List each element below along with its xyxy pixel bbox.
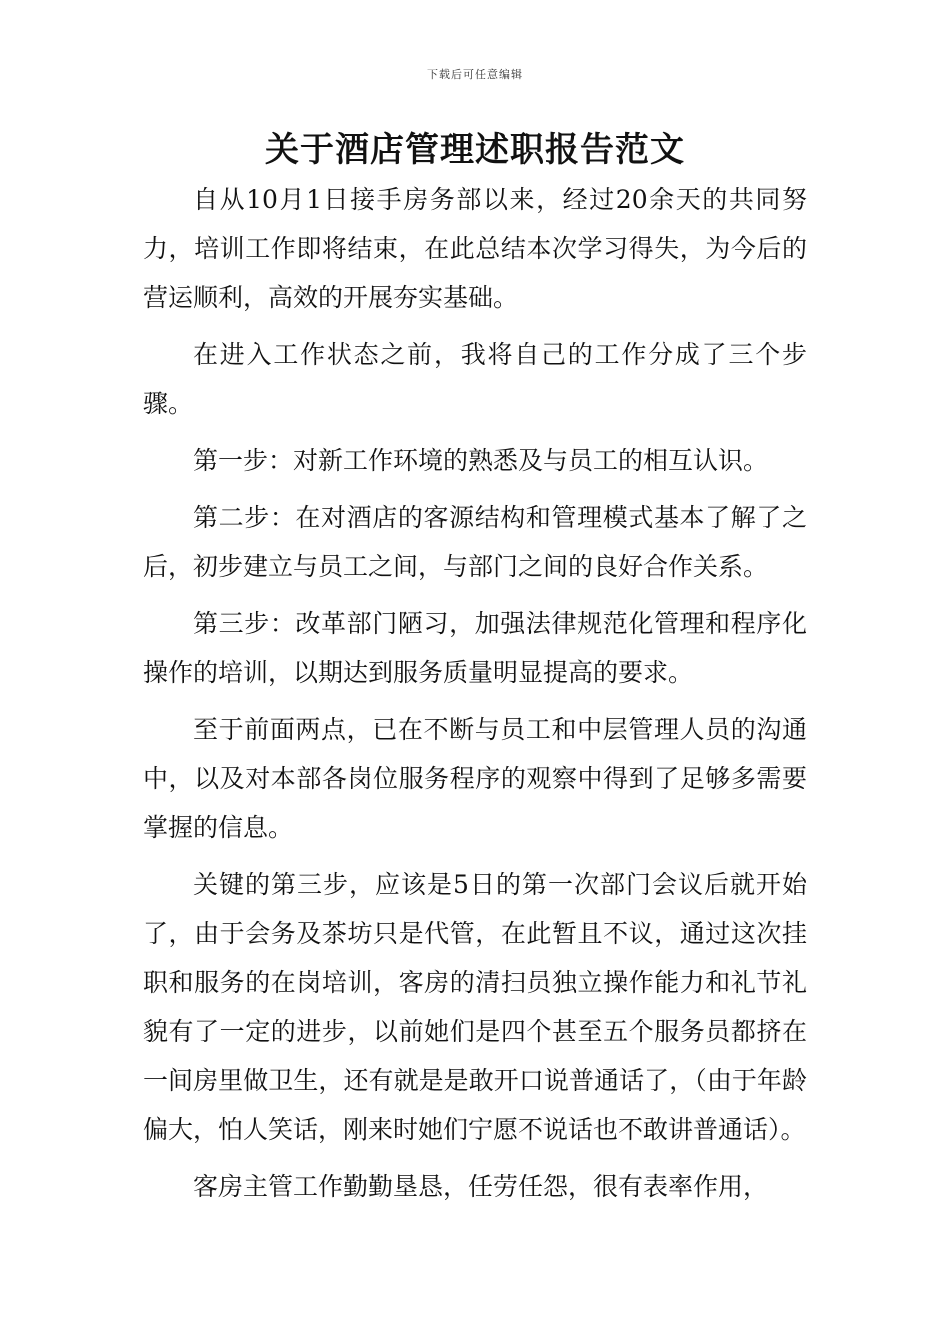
paragraph: 在进入工作状态之前，我将自己的工作分成了三个步骤。 xyxy=(143,340,807,418)
paragraph: 客房主管工作勤勤垦恳，任劳任怨，很有表率作用， xyxy=(193,1172,769,1201)
paragraph: 第一步：对新工作环境的熟悉及与员工的相互认识。 xyxy=(193,446,769,475)
document-title: 关于酒店管理述职报告范文 xyxy=(265,130,685,170)
paragraph: 关键的第三步，应该是5日的第一次部门会议后就开始了，由于会务及茶坊只是代管，在此暂且不议，通过这次挂职和服务的在岗培训，客房的清扫员独立操作能力和礼节礼貌有了一定的进步，以前她们是四个甚至五个服务员都挤在一间房里做卫生，还有就是是敢开口说普通话了，（由于年龄偏大，怕人笑话，刚来时她们宁愿不说话也不敢讲普通话）。 xyxy=(143,870,807,1144)
document-body xyxy=(143,175,807,1219)
header-note: 下载后可任意编辑 xyxy=(427,68,523,81)
paragraph: 第二步：在对酒店的客源结构和管理模式基本了解了之后，初步建立与员工之间，与部门之间的良好合作关系。 xyxy=(143,503,807,581)
paragraph: 第三步：改革部门陋习，加强法律规范化管理和程序化操作的培训，以期达到服务质量明显提高的要求。 xyxy=(143,609,807,687)
paragraph: 自从10月1日接手房务部以来，经过20余天的共同努力，培训工作即将结束，在此总结本次学习得失，为今后的营运顺利，高效的开展夯实基础。 xyxy=(143,185,807,312)
paragraph: 至于前面两点，已在不断与员工和中层管理人员的沟通中，以及对本部各岗位服务程序的观察中得到了足够多需要掌握的信息。 xyxy=(143,715,807,842)
